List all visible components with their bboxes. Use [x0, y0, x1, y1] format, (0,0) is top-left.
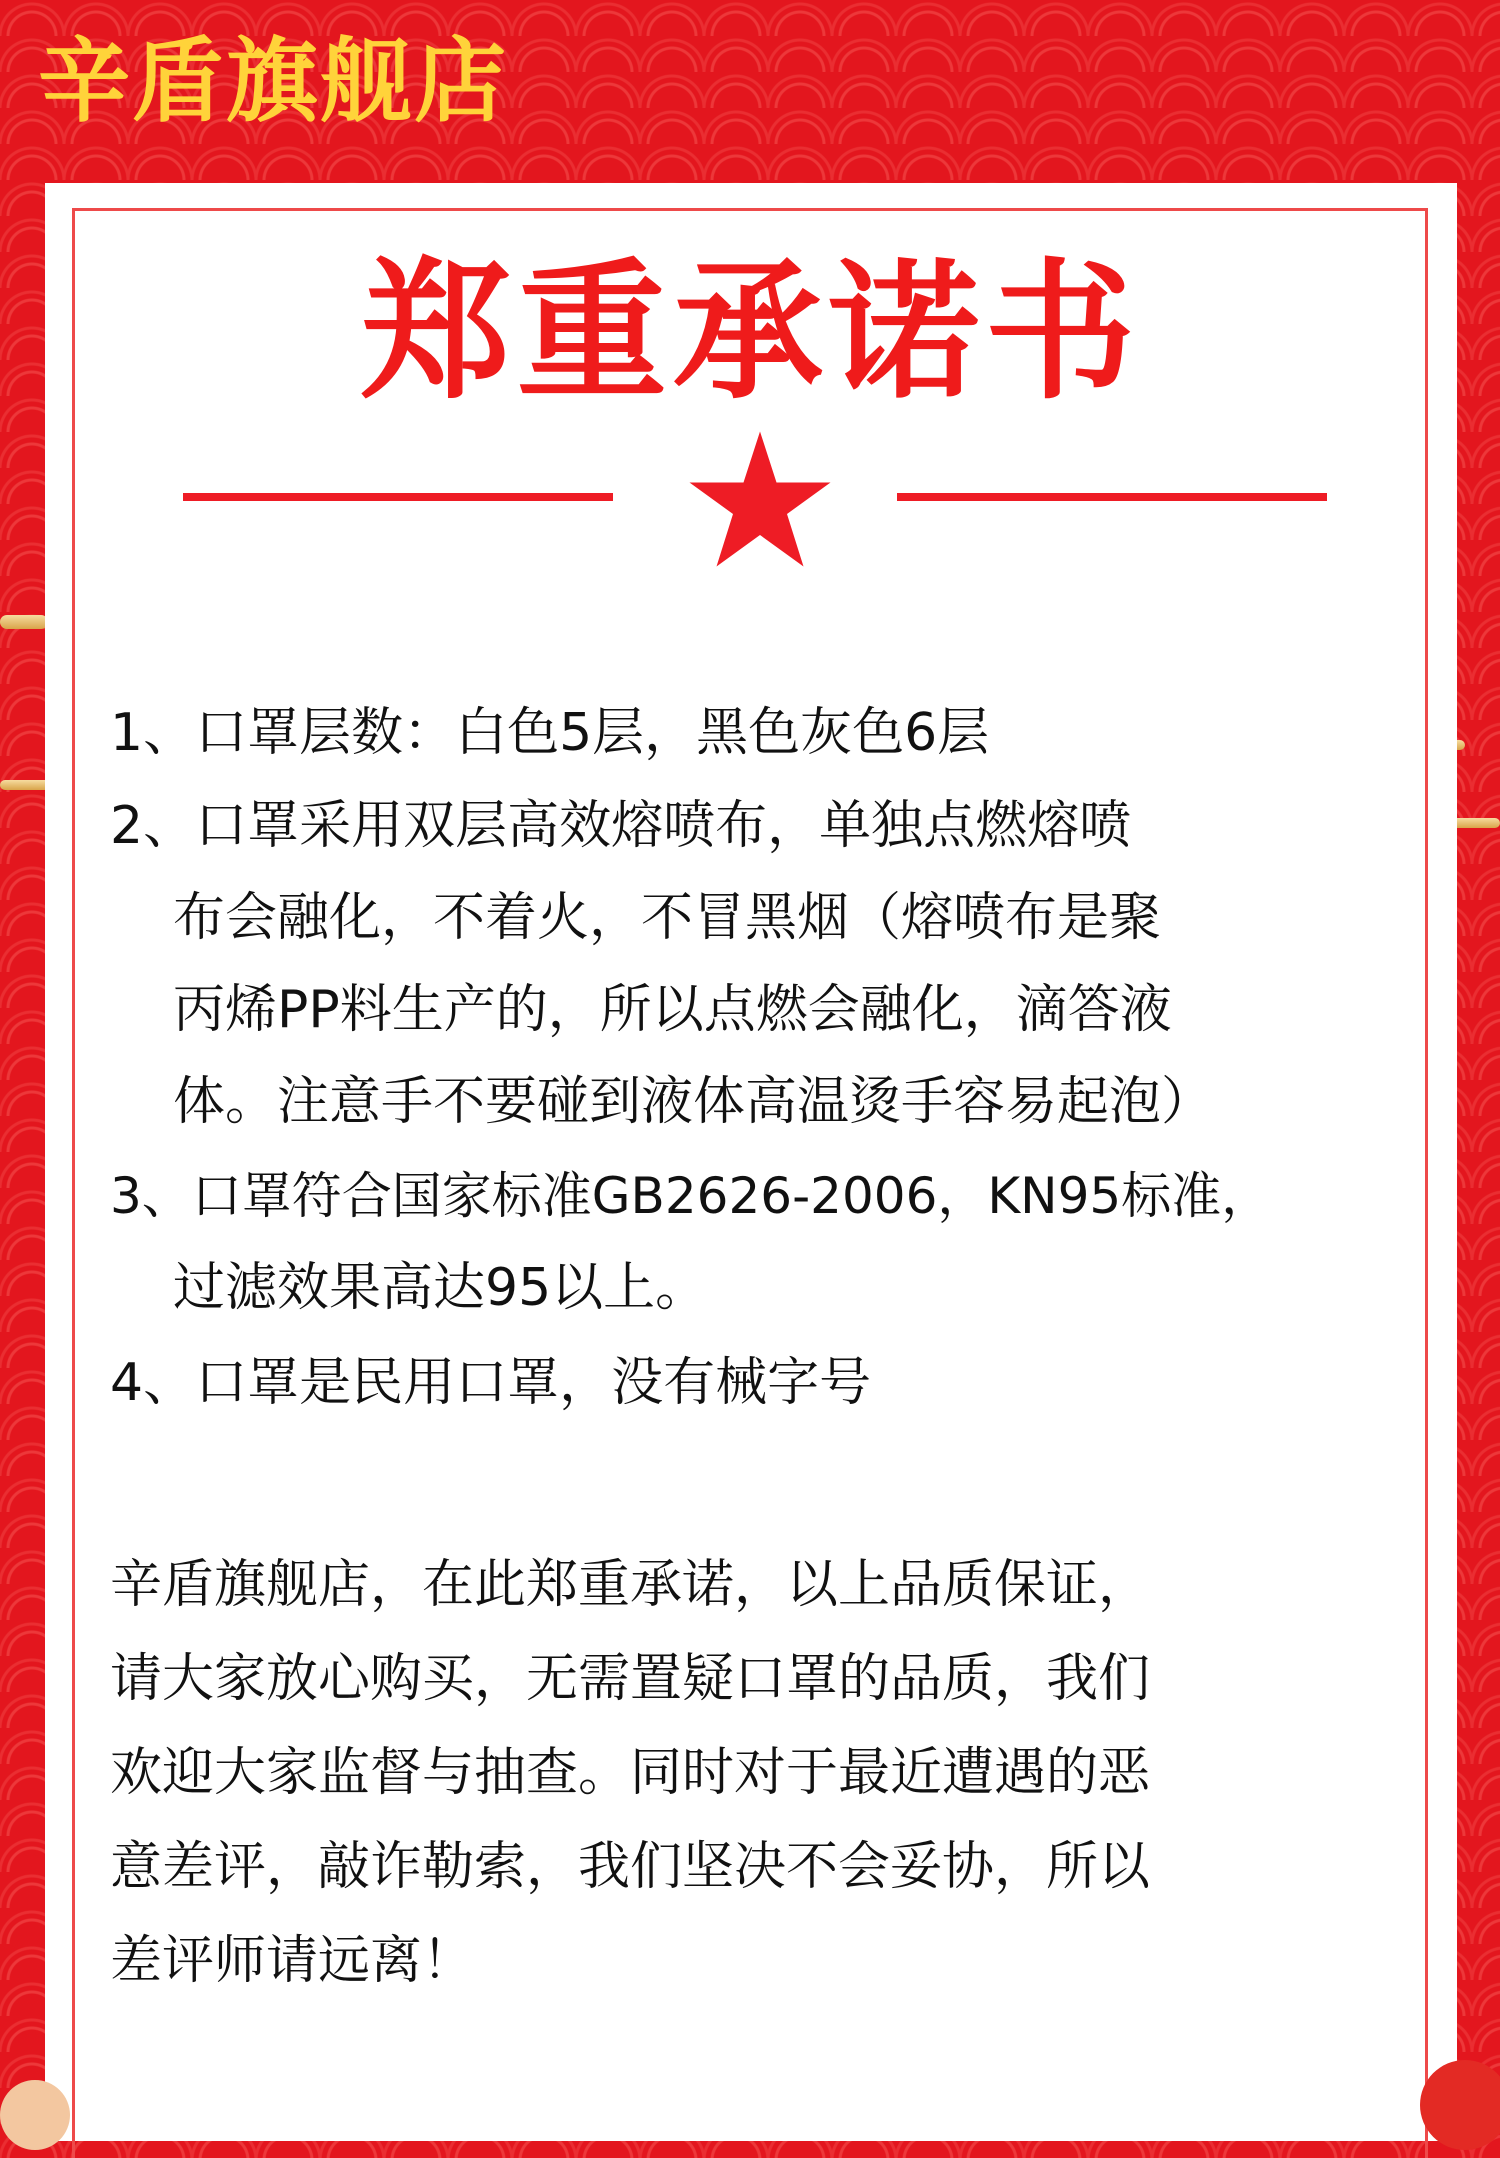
statement-line-1: 辛盾旗舰店，在此郑重承诺，以上品质保证， [110, 1555, 1151, 1615]
statement-line-3: 欢迎大家监督与抽查。同时对于最近遭遇的恶 [110, 1743, 1151, 1803]
statement-line-4: 意差评，敲诈勒索，我们坚决不会妥协，所以 [110, 1837, 1151, 1897]
statement-line-5: 差评师请远离！ [110, 1931, 475, 1991]
list-item-2: 2、口罩采用双层高效熔喷布，单独点燃熔喷 [110, 796, 1132, 856]
commitment-document [45, 183, 1457, 2141]
cloud-decoration [0, 2080, 70, 2150]
document-content [45, 183, 1457, 2141]
list-item-2-line-3: 丙烯PP料生产的，所以点燃会融化，滴答液 [173, 980, 1172, 1040]
store-name: 辛盾旗舰店 [38, 28, 509, 135]
cloud-decoration [1420, 2060, 1500, 2150]
list-item-2-line-4: 体。注意手不要碰到液体高温烫手容易起泡） [173, 1072, 1214, 1132]
list-item-3-line-2: 过滤效果高达95以上。 [173, 1258, 708, 1318]
document-title: 郑重承诺书 [360, 246, 1141, 420]
list-item-4: 4、口罩是民用口罩，没有械字号 [110, 1353, 872, 1413]
list-item-1: 1、口罩层数：白色5层，黑色灰色6层 [110, 703, 990, 763]
gold-ribbon-decoration [0, 615, 48, 629]
statement-line-2: 请大家放心购买，无需置疑口罩的品质，我们 [110, 1649, 1151, 1709]
list-item-3: 3、口罩符合国家标准GB2626-2006，KN95标准， [110, 1167, 1272, 1225]
list-item-2-line-2: 布会融化，不着火，不冒黑烟（熔喷布是聚 [173, 888, 1162, 948]
